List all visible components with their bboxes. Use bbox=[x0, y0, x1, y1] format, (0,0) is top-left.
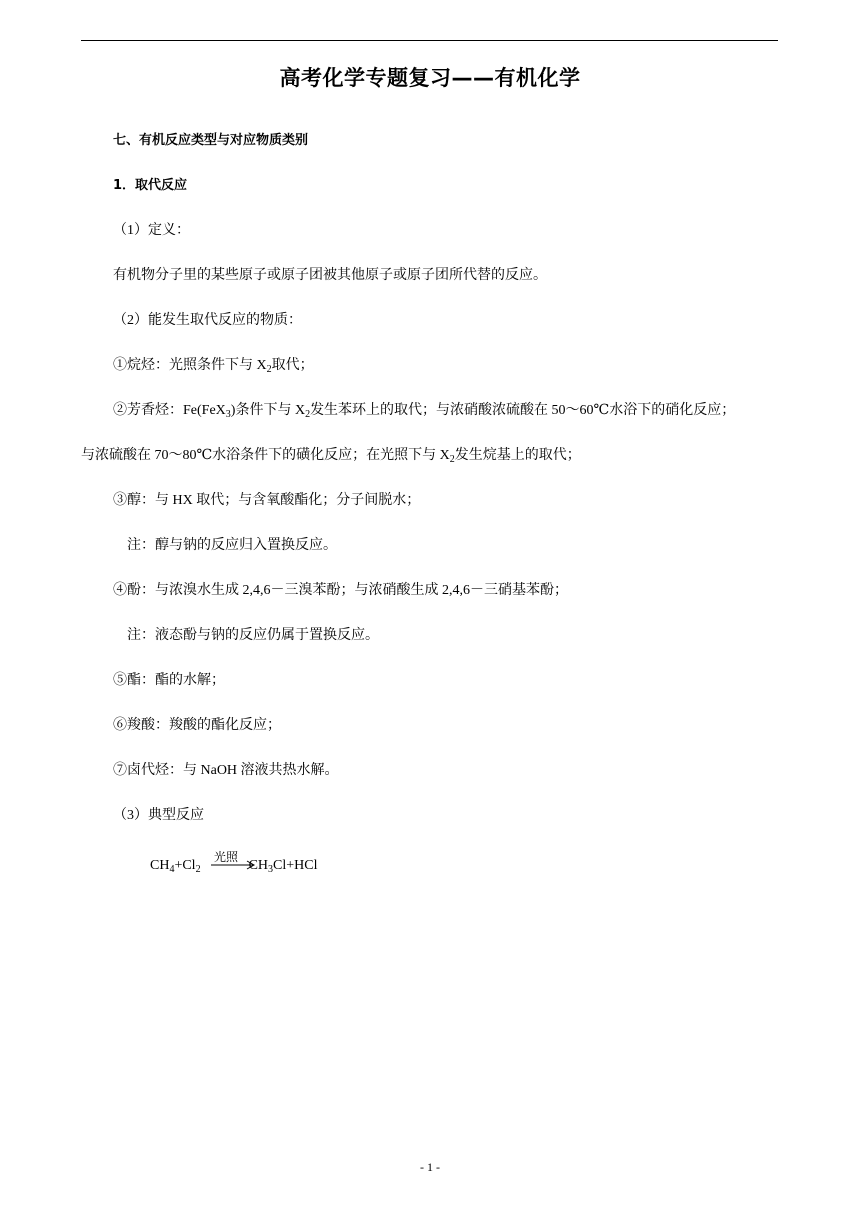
item-aromatic-line2-text-a: 与浓硫酸在 70～80℃水浴条件下的磺化反应；在光照下与 X bbox=[81, 448, 450, 463]
item-ester: ⑤酯：酯的水解； bbox=[113, 673, 225, 688]
subscript: 3 bbox=[268, 864, 274, 875]
typical-reaction-label: （3）典型反应 bbox=[113, 808, 204, 823]
item-aromatic-line2 bbox=[81, 447, 581, 465]
item-aromatic-text-a: ②芳香烃：Fe(FeX bbox=[113, 403, 226, 418]
item-alkane-text-a: ①烷烃：光照条件下与 X bbox=[113, 358, 267, 373]
header-rule bbox=[81, 40, 778, 41]
note-alcohol: 注：醇与钠的反应归入置换反应。 bbox=[127, 538, 337, 553]
formula-ch: CH bbox=[248, 858, 269, 873]
substances-label: （2）能发生取代反应的物质： bbox=[113, 313, 302, 328]
item-phenol: ④酚：与浓溴水生成 2,4,6－三溴苯酚；与浓硝酸生成 2,4,6－三硝基苯酚； bbox=[113, 583, 568, 598]
page-title: 高考化学专题复习——有机化学 bbox=[279, 66, 581, 90]
formula-ch: CH bbox=[150, 858, 170, 873]
item-aromatic-text-c: 发生苯环上的取代；与浓硝酸浓硫酸在 50～60℃水浴下的硝化反应； bbox=[310, 403, 736, 418]
note-phenol: 注：液态酚与钠的反应仍属于置换反应。 bbox=[127, 628, 379, 643]
reaction-arrow-icon bbox=[209, 848, 259, 874]
subscript: 2 bbox=[449, 454, 455, 465]
formula-rest: Cl+HCl bbox=[273, 858, 318, 873]
item-alkane bbox=[113, 357, 314, 375]
item-carboxylic-acid: ⑥羧酸：羧酸的酯化反应； bbox=[113, 718, 281, 733]
item-aromatic bbox=[113, 402, 735, 420]
formula-cl: +Cl bbox=[174, 858, 196, 873]
subscript: 4 bbox=[169, 864, 175, 875]
reactant-methane bbox=[150, 858, 174, 873]
item-alcohol: ③醇：与 HX 取代；与含氧酸酯化；分子间脱水； bbox=[113, 493, 421, 508]
item-aromatic-line2-text-b: 发生烷基上的取代； bbox=[454, 448, 581, 463]
definition-label: （1）定义： bbox=[113, 223, 190, 238]
reactant-chlorine bbox=[174, 858, 200, 873]
subscript: 2 bbox=[266, 364, 272, 375]
definition-text: 有机物分子里的某些原子或原子团被其他原子或原子团所代替的反应。 bbox=[113, 268, 547, 283]
page-number: - 1 - bbox=[420, 1160, 440, 1174]
subsection-heading: 1．取代反应 bbox=[113, 178, 188, 193]
item-alkane-text-b: 取代； bbox=[271, 358, 314, 373]
reaction-condition: 光照 bbox=[214, 850, 239, 864]
subscript: 2 bbox=[305, 409, 311, 420]
section-heading: 七、有机反应类型与对应物质类别 bbox=[113, 133, 309, 148]
item-aromatic-text-b: )条件下与 X bbox=[230, 403, 306, 418]
subscript: 2 bbox=[195, 864, 201, 875]
subscript: 3 bbox=[225, 409, 231, 420]
item-haloalkane: ⑦卤代烃：与 NaOH 溶液共热水解。 bbox=[113, 763, 339, 778]
